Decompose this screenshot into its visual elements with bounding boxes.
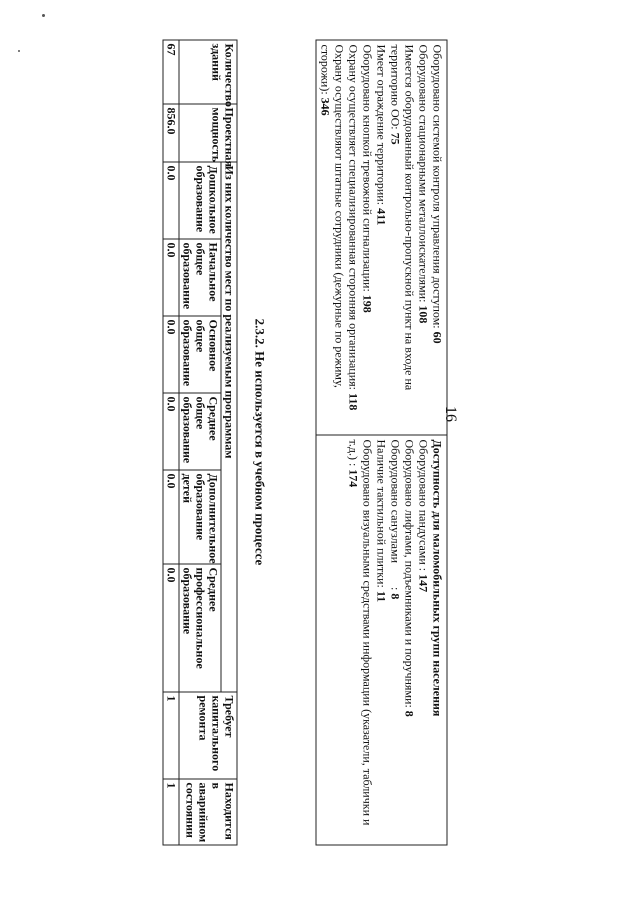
cell-needs-repair: 1 [163,692,179,779]
header-needs-repair: Требует капитального ремонта [179,692,237,779]
scan-dot [18,50,20,52]
cell-program: 0.0 [163,316,179,393]
header-program: Основное общее образование [179,316,221,393]
accessibility-line: Оборудовано санузлами : 8 [388,439,403,600]
page-number: 16 [442,406,459,422]
accessibility-line: Оборудовано пандусами : 147 [416,439,431,593]
scan-dot [42,14,45,17]
cell-emergency: 1 [163,779,179,845]
header-program-places: Из них количество мест по реализуемым программам [221,162,237,692]
security-line: Оборудовано системой контроля управления доступом: 60 [430,44,445,344]
cell-program: 0.0 [163,393,179,470]
security-line: Охрану осуществляют штатные сотрудники (дежурные по режиму, сторожи): 346 [318,44,347,388]
header-program: Дошкольное образование [179,162,221,239]
cell-capacity: 856.0 [163,104,179,162]
cell-building-count: 67 [163,40,179,104]
accessibility-heading: Доступность для маломобильных групп населения [430,439,445,717]
header-capacity: Проектная мощность [179,104,237,162]
header-building-count: Количество зданий [179,40,237,104]
cell-program: 0.0 [163,162,179,239]
security-line: Оборудовано стационарными металлоискателями: 108 [416,44,431,324]
facility-info-table [316,40,448,846]
section-title: 2.3.2. Не используется в учебном процессе [252,318,268,566]
security-cell [316,40,447,435]
rotated-page-content [88,40,448,845]
cell-program: 0.0 [163,470,179,564]
cell-program: 0.0 [163,564,179,692]
accessibility-cell [316,435,447,845]
security-line: Имеется оборудованный контрольно-пропускной пункт на входе на территорию ОО: 75 [388,44,417,391]
accessibility-line: Наличие тактильной плитки: 11 [374,439,389,603]
cell-program: 0.0 [163,239,179,316]
security-line: Оборудовано кнопкой тревожной сигнализации: 198 [360,44,375,313]
header-program: Среднее профессиональное образование [179,564,221,692]
header-program: Начальное общее образование [179,239,221,316]
table-row [163,40,179,845]
header-emergency: Находится в аварийном состоянии [179,779,237,845]
header-program: Среднее общее образование [179,393,221,470]
unused-buildings-table [163,40,238,846]
security-line: Имеет ограждение территории: 411 [374,44,389,226]
accessibility-line: Оборудовано лифтами, подъемниками и поручнями: 8 [402,439,417,717]
accessibility-line: Оборудовано визуальными средствами информации (указатели, таблички и т.д.) : 174 [346,439,375,826]
security-line: Охрану осуществляет специализированная сторонняя организация: 118 [346,44,361,411]
header-program: Дополнительное образование детей [179,470,221,564]
